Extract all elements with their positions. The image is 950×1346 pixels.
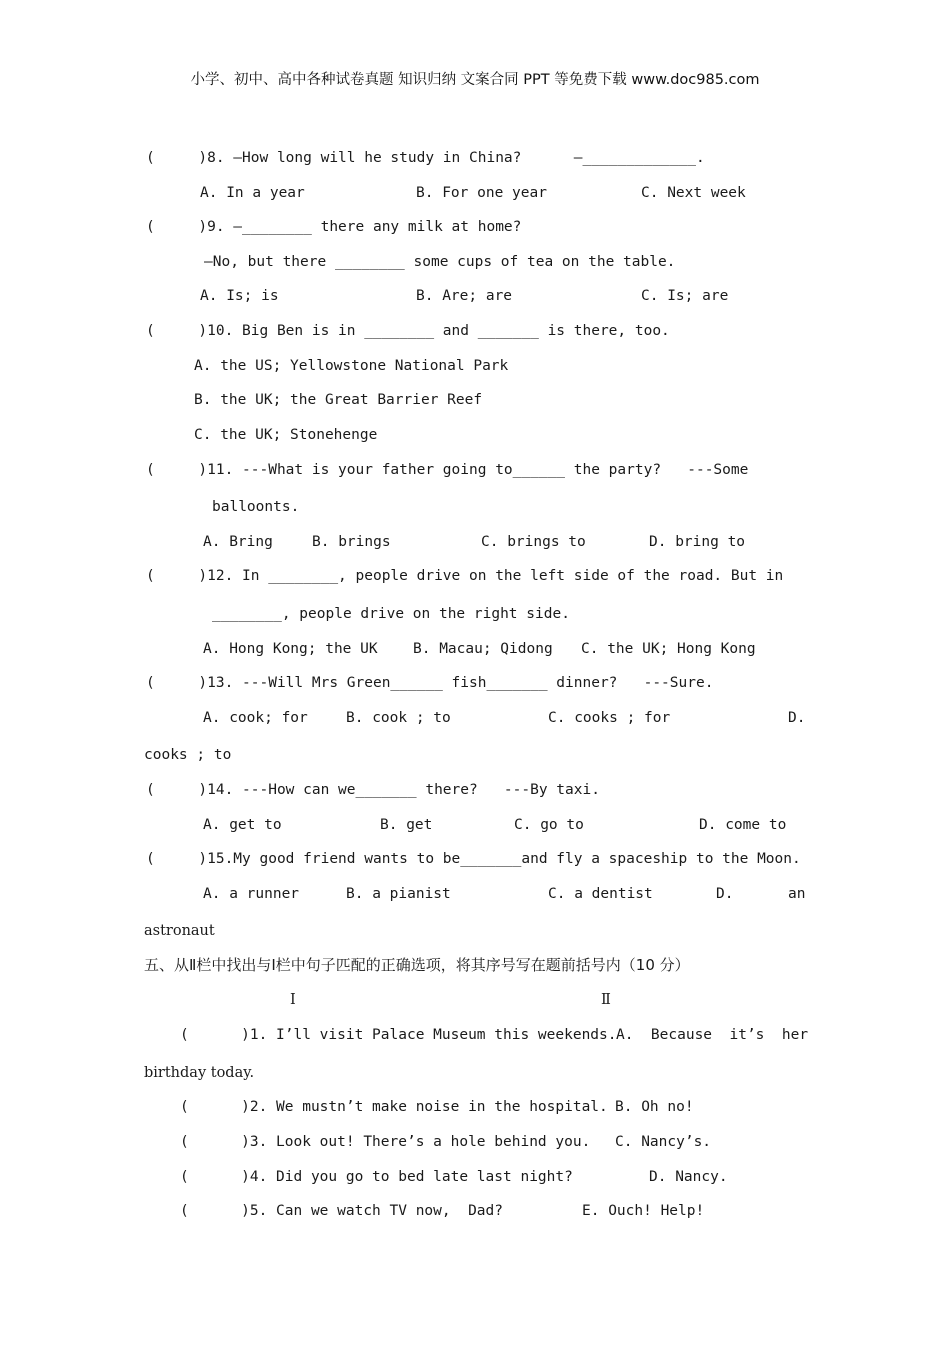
question-15-stem: ( )15.My good friend wants to be_______and fly a spaceship to the Moon. <box>146 851 801 867</box>
question-12-option-c: C. the UK; Hong Kong <box>581 641 756 657</box>
question-8-stem: ( )8. —How long will he study in China? —_____________. <box>146 150 705 166</box>
match-option-e: E. Ouch! Help! <box>582 1203 705 1219</box>
question-14-option-a: A. get to <box>203 817 282 833</box>
question-9-option-c: C. Is; are <box>641 288 729 304</box>
question-12-stem: ( )12. In ________, people drive on the left side of the road. But in <box>146 568 784 584</box>
question-11-option-c: C. brings to <box>481 534 586 550</box>
question-12-option-a: A. Hong Kong; the UK <box>203 641 378 657</box>
question-10-option-a: A. the US; Yellowstone National Park <box>194 358 509 374</box>
question-8-option-c: C. Next week <box>641 185 746 201</box>
question-10-stem: ( )10. Big Ben is in ________ and _______ is there, too. <box>146 323 670 339</box>
section-5-title: 五、从Ⅱ栏中找出与Ⅰ栏中句子匹配的正确选项，将其序号写在题前括号内（10 分） <box>144 956 690 974</box>
match-option-c: C. Nancy’s. <box>615 1134 712 1150</box>
match-item-2: ( )2. We mustn’t make noise in the hospital. <box>180 1099 608 1115</box>
match-item-4: ( )4. Did you go to bed late last night? <box>180 1169 573 1185</box>
question-15-option-b: B. a pianist <box>346 886 451 902</box>
question-11-option-d: D. bring to <box>649 534 746 550</box>
match-item-3: ( )3. Look out! There’s a hole behind you. <box>180 1134 591 1150</box>
column-2-heading: Ⅱ <box>601 992 611 1008</box>
question-12-stem-line2: ________, people drive on the right side. <box>212 606 570 622</box>
question-13-option-a: A. cook; for <box>203 710 308 726</box>
match-option-b: B. Oh no! <box>615 1099 694 1115</box>
match-option-a-cont: birthday today. <box>144 1065 255 1081</box>
question-15-option-a: A. a runner <box>203 886 300 902</box>
question-8-option-a: A. In a year <box>200 185 305 201</box>
question-14-stem: ( )14. ---How can we_______ there? ---By taxi. <box>146 782 600 798</box>
question-9-option-a: A. Is; is <box>200 288 279 304</box>
question-11-stem-line2: balloonts. <box>212 499 300 515</box>
question-10-option-b: B. the UK; the Great Barrier Reef <box>194 392 483 408</box>
question-10-option-c: C. the UK; Stonehenge <box>194 427 378 443</box>
column-1-heading: Ⅰ <box>290 992 296 1008</box>
question-8-option-b: B. For one year <box>416 185 547 201</box>
question-13-option-d-text: cooks ; to <box>144 747 232 763</box>
question-13-stem: ( )13. ---Will Mrs Green______ fish_______ dinner? ---Sure. <box>146 675 714 691</box>
match-item-1: ( )1. I’ll visit Palace Museum this weekends. <box>180 1027 617 1043</box>
question-9-stem-line2: —No, but there ________ some cups of tea on the table. <box>204 254 676 270</box>
question-13-option-b: B. cook ; to <box>346 710 451 726</box>
question-15-option-d-text: astronaut <box>144 923 215 939</box>
question-12-option-b: B. Macau; Qidong <box>413 641 553 657</box>
question-14-option-c: C. go to <box>514 817 584 833</box>
question-14-option-d: D. come to <box>699 817 787 833</box>
page-header: 小学、初中、高中各种试卷真题 知识归纳 文案合同 PPT 等免费下载 www.doc985.com <box>190 72 760 88</box>
question-14-option-b: B. get <box>380 817 433 833</box>
question-9-stem: ( )9. —________ there any milk at home? <box>146 219 522 235</box>
question-9-option-b: B. Are; are <box>416 288 513 304</box>
match-option-d: D. Nancy. <box>649 1169 728 1185</box>
question-11-stem: ( )11. ---What is your father going to______ the party? ---Some <box>146 462 749 478</box>
question-11-option-a: A. Bring <box>203 534 273 550</box>
question-11-option-b: B. brings <box>312 534 391 550</box>
match-item-5: ( )5. Can we watch TV now, Dad? <box>180 1203 504 1219</box>
question-15-option-d: D. <box>716 886 734 902</box>
question-15-option-d-word: an <box>788 886 806 902</box>
question-13-option-c: C. cooks ; for <box>548 710 671 726</box>
question-13-option-d: D. <box>788 710 806 726</box>
match-option-a: A. Because it’s her <box>616 1027 809 1043</box>
question-15-option-c: C. a dentist <box>548 886 653 902</box>
